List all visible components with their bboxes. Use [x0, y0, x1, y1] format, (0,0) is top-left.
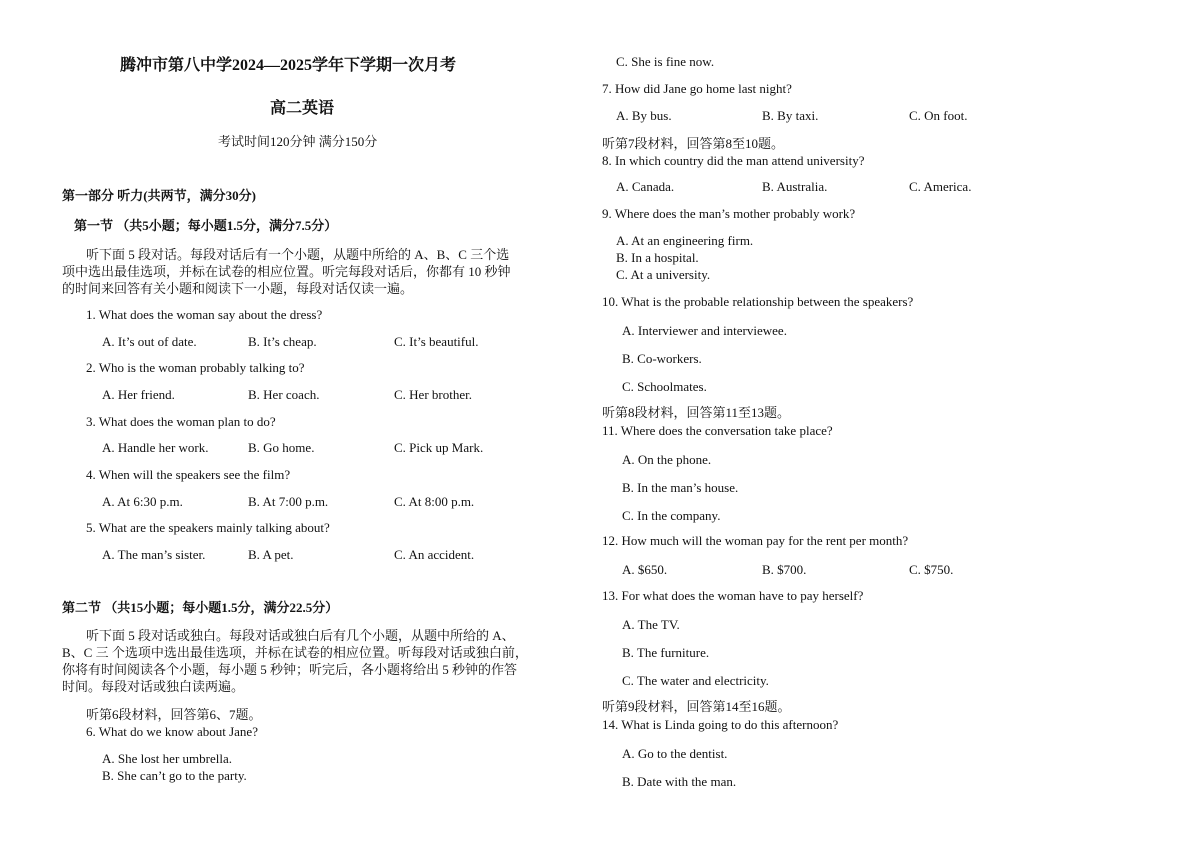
question-1-option-c: C. It’s beautiful.	[394, 334, 479, 349]
question-6-stem: 6. What do we know about Jane?	[86, 724, 258, 739]
question-4-option-c: C. At 8:00 p.m.	[394, 494, 475, 509]
question-14-option-a: A. Go to the dentist.	[622, 746, 728, 761]
question-13-option-a: A. The TV.	[622, 617, 680, 632]
question-1-stem: 1. What does the woman say about the dress?	[86, 307, 323, 322]
section2-instruction-line: 你将有时间阅读各个小题，每小题 5 秒钟；听完后，各小题将给出 5 秒钟的作答	[62, 662, 518, 677]
question-8-option-a: A. Canada.	[616, 179, 675, 194]
question-12-option-a: A. $650.	[622, 562, 668, 577]
question-8-stem: 8. In which country did the man attend university?	[602, 153, 865, 168]
question-2-option-b: B. Her coach.	[248, 387, 320, 402]
question-11-stem: 11. Where does the conversation take place?	[602, 423, 833, 438]
exam-title: 腾冲市第八中学2024—2025学年下学期一次月考	[120, 57, 457, 74]
question-13-option-c: C. The water and electricity.	[622, 673, 769, 688]
question-9-stem: 9. Where does the man’s mother probably work?	[602, 206, 856, 221]
question-10-option-a: A. Interviewer and interviewee.	[622, 323, 787, 338]
exam-info: 考试时间120分钟 满分150分	[218, 134, 378, 149]
question-7-option-c: C. On foot.	[909, 108, 968, 123]
question-6-option-c: C. She is fine now.	[616, 54, 715, 69]
question-2-option-c: C. Her brother.	[394, 387, 472, 402]
question-3-stem: 3. What does the woman plan to do?	[86, 414, 276, 429]
question-4-option-b: B. At 7:00 p.m.	[248, 494, 329, 509]
question-11-option-a: A. On the phone.	[622, 452, 712, 467]
section2-instruction-line: 听下面 5 段对话或独白。每段对话或独白后有几个小题，从题中所给的 A、	[86, 628, 515, 643]
question-9-option-a: A. At an engineering firm.	[616, 233, 754, 248]
question-1-option-a: A. It’s out of date.	[102, 334, 197, 349]
section2-instruction-line: 时间。每段对话或独白读两遍。	[62, 679, 245, 694]
question-5-stem: 5. What are the speakers mainly talking about?	[86, 520, 330, 535]
question-1-option-b: B. It’s cheap.	[248, 334, 317, 349]
question-4-option-a: A. At 6:30 p.m.	[102, 494, 183, 509]
question-2-stem: 2. Who is the woman probably talking to?	[86, 360, 305, 375]
question-11-option-c: C. In the company.	[622, 508, 721, 523]
section2-instruction-line: B、C 三 个选项中选出最佳选项，并标在试卷的相应位置。听每段对话或独白前，	[62, 645, 528, 660]
section2-heading: 第二节 （共15小题；每小题1.5分，满分22.5分）	[62, 600, 339, 615]
subject-title: 高二英语	[270, 100, 335, 117]
material-9-note: 听第9段材料，回答第14至16题。	[602, 699, 791, 714]
question-13-option-b: B. The furniture.	[622, 645, 710, 660]
material-6-note: 听第6段材料，回答第6、7题。	[86, 707, 262, 722]
question-10-stem: 10. What is the probable relationship between the speakers?	[602, 294, 914, 309]
section1-instruction-line: 项中选出最佳选项，并标在试卷的相应位置。听完每段对话后，你都有 10 秒钟	[62, 264, 511, 279]
question-3-option-c: C. Pick up Mark.	[394, 440, 484, 455]
question-6-option-b: B. She can’t go to the party.	[102, 768, 247, 783]
material-8-note: 听第8段材料，回答第11至13题。	[602, 405, 791, 420]
question-10-option-c: C. Schoolmates.	[622, 379, 707, 394]
question-3-option-a: A. Handle her work.	[102, 440, 209, 455]
question-9-option-c: C. At a university.	[616, 267, 711, 282]
question-8-option-b: B. Australia.	[762, 179, 828, 194]
question-12-option-c: C. $750.	[909, 562, 954, 577]
question-14-stem: 14. What is Linda going to do this afternoon?	[602, 717, 839, 732]
question-12-option-b: B. $700.	[762, 562, 807, 577]
material-7-note: 听第7段材料，回答第8至10题。	[602, 136, 785, 151]
question-5-option-b: B. A pet.	[248, 547, 294, 562]
question-11-option-b: B. In the man’s house.	[622, 480, 739, 495]
question-13-stem: 13. For what does the woman have to pay herself?	[602, 588, 864, 603]
question-7-option-b: B. By taxi.	[762, 108, 819, 123]
question-5-option-c: C. An accident.	[394, 547, 475, 562]
question-7-option-a: A. By bus.	[616, 108, 672, 123]
question-14-option-b: B. Date with the man.	[622, 774, 737, 789]
question-5-option-a: A. The man’s sister.	[102, 547, 206, 562]
question-10-option-b: B. Co-workers.	[622, 351, 702, 366]
question-9-option-b: B. In a hospital.	[616, 250, 699, 265]
question-12-stem: 12. How much will the woman pay for the rent per month?	[602, 533, 909, 548]
part1-heading: 第一部分 听力(共两节，满分30分)	[62, 188, 256, 203]
section1-heading: 第一节 （共5小题；每小题1.5分，满分7.5分）	[74, 218, 338, 233]
question-8-option-c: C. America.	[909, 179, 972, 194]
section1-instruction-line: 听下面 5 段对话。每段对话后有一个小题，从题中所给的 A、B、C 三个选	[86, 247, 510, 262]
question-2-option-a: A. Her friend.	[102, 387, 175, 402]
question-6-option-a: A. She lost her umbrella.	[102, 751, 232, 766]
section1-instruction-line: 的时间来回答有关小题和阅读下一小题，每段对话仅读一遍。	[62, 281, 414, 296]
question-3-option-b: B. Go home.	[248, 440, 315, 455]
question-4-stem: 4. When will the speakers see the film?	[86, 467, 291, 482]
question-7-stem: 7. How did Jane go home last night?	[602, 81, 792, 96]
